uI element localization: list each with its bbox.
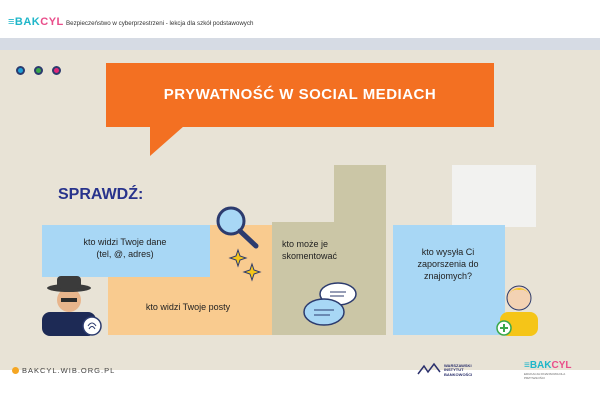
item-data-visibility: kto widzi Twoje dane (tel, @, adres) xyxy=(83,237,167,260)
footer-bullet-icon xyxy=(12,367,19,374)
toolbar-stripe xyxy=(0,38,600,50)
khaki-column xyxy=(334,165,386,225)
chat-bubbles-icon xyxy=(300,280,360,330)
child-avatar-icon xyxy=(494,276,544,336)
magnifier-icon xyxy=(214,204,264,250)
footer-brand-subtitle: EDUKACJA FINANSOWA DLA PRZYSZŁOŚCI xyxy=(524,372,566,380)
brand-logo: ≡BAKCYL xyxy=(8,16,64,28)
slide-title: PRYWATNOŚĆ W SOCIAL MEDIACH xyxy=(163,86,437,103)
window-dot-blue xyxy=(16,66,25,75)
sparkle-icon xyxy=(228,248,264,284)
wib-logo-text: WARSZAWSKI INSTYTUT BANKOWOŚCI xyxy=(444,363,473,377)
spy-avatar-icon xyxy=(34,272,104,336)
footer-url: BAKCYL.WIB.ORG.PL xyxy=(22,366,116,375)
item-comments: kto może je skomentować xyxy=(282,239,338,262)
footer-brand-logo: ≡BAKCYL xyxy=(524,360,572,371)
wib-logo-icon xyxy=(416,362,444,378)
white-panel xyxy=(452,165,536,227)
top-bar xyxy=(0,0,600,38)
check-heading: SPRAWDŹ: xyxy=(58,186,144,203)
item-posts-visibility: kto widzi Twoje posty xyxy=(145,302,231,312)
item-friend-invites: kto wysyła Ci zaporszenia do znajomych? xyxy=(417,247,479,282)
window-dot-green xyxy=(34,66,43,75)
window-dot-pink xyxy=(52,66,61,75)
banner-tail xyxy=(150,126,184,156)
document-title: Bezpieczeństwo w cyberprzestrzeni - lekcja dla szkół podstawowych xyxy=(66,20,254,27)
